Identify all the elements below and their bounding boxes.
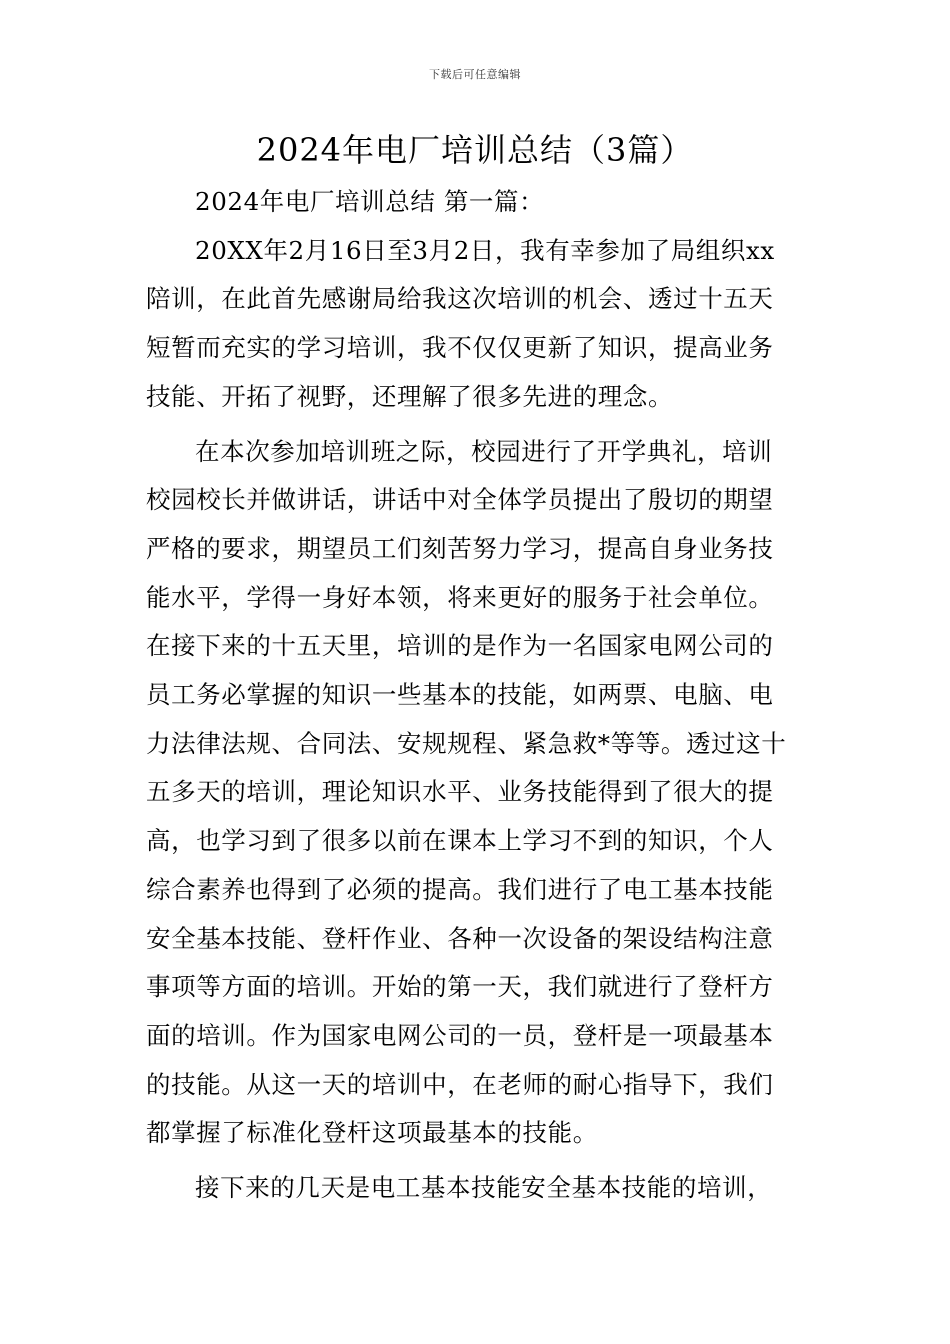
paragraph-line: 20XX年2月16日至3月2日，我有幸参加了局组织xx — [195, 235, 775, 265]
paragraph-line: 技能、开拓了视野，还理解了很多先进的理念。 — [146, 381, 674, 411]
section-subtitle: 2024年电厂培训总结 第一篇： — [195, 187, 545, 216]
paragraph-line: 短暂而充实的学习培训，我不仅仅更新了知识，提高业务 — [146, 333, 774, 363]
paragraph-line: 在接下来的十五天里，培训的是作为一名国家电网公司的 — [146, 631, 774, 661]
document-body — [146, 178, 806, 1213]
paragraph-line: 高，也学习到了很多以前在课本上学习不到的知识，个人 — [146, 826, 774, 856]
paragraph-line: 校园校长并做讲话，讲话中对全体学员提出了殷切的期望 — [146, 485, 774, 515]
paragraph-3 — [146, 1164, 806, 1213]
paragraph-line: 严格的要求，期望员工们刻苦努力学习，提高自身业务技 — [146, 533, 774, 563]
paragraph-line: 安全基本技能、登杆作业、各种一次设备的架设结构注意 — [146, 923, 774, 953]
document-title: 2024年电厂培训总结（3篇） — [256, 131, 694, 169]
paragraph-line: 陪训，在此首先感谢局给我这次培训的机会、透过十五天 — [146, 284, 774, 314]
paragraph-line: 的技能。从这一天的培训中，在老师的耐心指导下，我们 — [146, 1069, 774, 1099]
paragraph-line: 员工务必掌握的知识一些基本的技能，如两票、电脑、电 — [146, 680, 774, 710]
paragraph-line: 都掌握了标准化登杆这项最基本的技能。 — [146, 1118, 598, 1148]
paragraph-line: 力法律法规、合同法、安规规程、紧急救*等等。透过这十 — [146, 728, 787, 758]
paragraph-1 — [146, 227, 806, 422]
paragraph-line: 五多天的培训，理论知识水平、业务技能得到了很大的提 — [146, 777, 774, 807]
paragraph-line: 在本次参加培训班之际，校园进行了开学典礼，培训 — [195, 436, 773, 466]
paragraph-line: 能水平，学得一身好本领，将来更好的服务于社会单位。 — [146, 582, 774, 612]
paragraph-line: 接下来的几天是电工基本技能安全基本技能的培训， — [195, 1173, 773, 1203]
paragraph-2 — [146, 428, 806, 1159]
paragraph-line: 综合素养也得到了必须的提高。我们进行了电工基本技能 — [146, 874, 774, 904]
paragraph-line: 面的培训。作为国家电网公司的一员，登杆是一项最基本 — [146, 1020, 774, 1050]
header-note: 下载后可任意编辑 — [429, 68, 521, 81]
paragraph-line: 事项等方面的培训。开始的第一天，我们就进行了登杆方 — [146, 972, 774, 1002]
